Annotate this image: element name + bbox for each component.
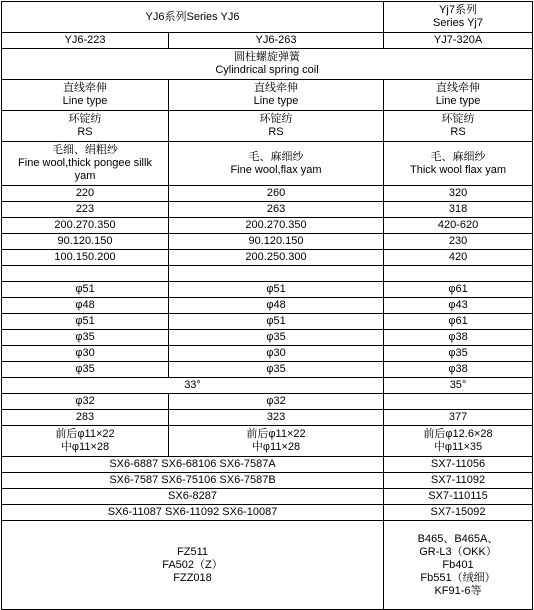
drafting-cn: 直线牵伸 bbox=[436, 82, 481, 94]
diameter-row bbox=[2, 282, 533, 298]
model-cell: YJ6-223 bbox=[2, 33, 169, 49]
roller-row bbox=[2, 426, 533, 457]
yj7-series-title bbox=[384, 2, 533, 33]
diameter-row bbox=[2, 330, 533, 346]
yj7-machine-cell bbox=[384, 521, 533, 610]
machine-row bbox=[2, 521, 533, 610]
spec-cell: 263 bbox=[169, 202, 384, 218]
model-row bbox=[2, 33, 533, 49]
spec-row bbox=[2, 218, 533, 234]
diameter-cell: φ38 bbox=[384, 362, 533, 378]
spring-row bbox=[2, 49, 533, 80]
spring-type-cn: 圆柱螺旋弹簧 bbox=[234, 51, 300, 63]
spec-table bbox=[1, 1, 533, 610]
roller-mid: 中φ11×35 bbox=[433, 441, 483, 453]
roller-mid: 中φ11×28 bbox=[60, 441, 110, 453]
yj6-machine-cell bbox=[2, 521, 384, 610]
diameter-row bbox=[2, 362, 533, 378]
yj7-part-cell: SX7-11092 bbox=[384, 473, 533, 489]
machine-item: Fb551（绒细） bbox=[420, 571, 496, 584]
diameter-cell bbox=[384, 394, 533, 410]
yarn-cn: 毛、麻细纱 bbox=[430, 150, 486, 163]
yj7-part-cell: SX7-110115 bbox=[384, 489, 533, 505]
yj6-part-cell: SX6-6887 SX6-68106 SX6-7587A bbox=[2, 457, 384, 473]
part-row bbox=[2, 473, 533, 489]
angle-row bbox=[2, 378, 533, 394]
machine-item: Fb401 bbox=[442, 558, 474, 571]
spinning-cn: 环锭纺 bbox=[68, 113, 102, 125]
drafting-cell bbox=[169, 80, 384, 111]
spec-cell: 90.120.150 bbox=[169, 234, 384, 250]
spec-row bbox=[2, 250, 533, 266]
yarn-cn: 毛、麻细纱 bbox=[248, 150, 304, 163]
length-cell: 323 bbox=[169, 410, 384, 426]
length-cell: 283 bbox=[2, 410, 169, 426]
machine-item: FZ511 bbox=[177, 545, 208, 558]
diameter-cell: φ51 bbox=[2, 282, 169, 298]
diameter-cell: φ35 bbox=[2, 330, 169, 346]
yj7-part-cell: SX7-11056 bbox=[384, 457, 533, 473]
machine-item: B465、B465A、 bbox=[417, 532, 499, 545]
part-row bbox=[2, 489, 533, 505]
spec-cell: 320 bbox=[384, 186, 533, 202]
spec-cell: 230 bbox=[384, 234, 533, 250]
drafting-en: Line type bbox=[435, 95, 481, 107]
spinning-cn: 环锭纺 bbox=[441, 113, 475, 125]
roller-front: 前后φ11×22 bbox=[55, 428, 115, 440]
diameter-cell: φ35 bbox=[169, 330, 384, 346]
blank-cell bbox=[2, 266, 169, 282]
spec-cell: 220 bbox=[2, 186, 169, 202]
spec-cell: 200.250.300 bbox=[169, 250, 384, 266]
length-row bbox=[2, 410, 533, 426]
yarn-en: Thick wool flax yam bbox=[410, 163, 506, 176]
machine-item: GR-L3（OKK） bbox=[419, 545, 497, 558]
spinning-en: RS bbox=[77, 126, 93, 138]
diameter-cell: φ43 bbox=[384, 298, 533, 314]
yj7-series-cn: Yj7系列 bbox=[439, 4, 477, 16]
yarn-en: Fine wool,flax yam bbox=[230, 163, 322, 176]
drafting-cn: 直线牵伸 bbox=[63, 82, 107, 94]
drafting-cn: 直线牵伸 bbox=[254, 82, 298, 94]
spec-cell: 90.120.150 bbox=[2, 234, 169, 250]
spec-cell: 420 bbox=[384, 250, 533, 266]
yj6-part-cell: SX6-7587 SX6-75106 SX6-7587B bbox=[2, 473, 384, 489]
machine-item: FZZ018 bbox=[173, 571, 212, 584]
spinning-cn: 环锭纺 bbox=[259, 113, 293, 125]
diameter-cell: φ61 bbox=[384, 282, 533, 298]
yj7-angle-cell: 35° bbox=[384, 378, 533, 394]
machine-item: FA502（Z） bbox=[162, 558, 223, 571]
spring-type-cell bbox=[2, 49, 533, 80]
spinning-en: RS bbox=[268, 126, 284, 138]
spec-cell: 100.150.200 bbox=[2, 250, 169, 266]
part-row bbox=[2, 457, 533, 473]
series-header-row bbox=[2, 2, 533, 33]
spec-row bbox=[2, 234, 533, 250]
diameter-cell: φ30 bbox=[2, 346, 169, 362]
drafting-en: Line type bbox=[62, 95, 108, 107]
diameter-cell: φ32 bbox=[169, 394, 384, 410]
blank-cell bbox=[384, 266, 533, 282]
diameter-cell: φ51 bbox=[169, 314, 384, 330]
yj6-part-cell: SX6-8287 bbox=[2, 489, 384, 505]
yarn-cell bbox=[384, 142, 533, 186]
roller-front: 前后φ12.6×28 bbox=[423, 428, 493, 440]
yarn-cell bbox=[2, 142, 169, 186]
drafting-en: Line type bbox=[253, 95, 299, 107]
spring-type-en: Cylindrical spring coil bbox=[215, 64, 319, 76]
yarn-en: Fine wool,thick pongee sillk bbox=[18, 157, 152, 169]
spec-cell: 200.270.350 bbox=[2, 218, 169, 234]
blank-row bbox=[2, 266, 533, 282]
spec-cell: 260 bbox=[169, 186, 384, 202]
spinning-row bbox=[2, 111, 533, 142]
roller-mid: 中φ11×28 bbox=[251, 441, 301, 453]
diameter-row-2 bbox=[2, 394, 533, 410]
yj6-angle-cell: 33° bbox=[2, 378, 384, 394]
spec-cell: 223 bbox=[2, 202, 169, 218]
roller-cell bbox=[2, 426, 169, 457]
diameter-cell: φ38 bbox=[384, 330, 533, 346]
diameter-cell: φ61 bbox=[384, 314, 533, 330]
part-row bbox=[2, 505, 533, 521]
diameter-cell: φ48 bbox=[2, 298, 169, 314]
diameter-cell: φ35 bbox=[169, 362, 384, 378]
drafting-cell bbox=[2, 80, 169, 111]
length-cell: 377 bbox=[384, 410, 533, 426]
diameter-cell: φ35 bbox=[2, 362, 169, 378]
spec-cell: 318 bbox=[384, 202, 533, 218]
diameter-cell: φ51 bbox=[2, 314, 169, 330]
diameter-row bbox=[2, 314, 533, 330]
machine-item: KF91-6等 bbox=[434, 584, 482, 597]
drafting-cell bbox=[384, 80, 533, 111]
spec-cell: 420-620 bbox=[384, 218, 533, 234]
yj7-part-cell: SX7-15092 bbox=[384, 505, 533, 521]
blank-cell bbox=[169, 266, 384, 282]
diameter-row bbox=[2, 298, 533, 314]
yj7-series-en: Series Yj7 bbox=[433, 17, 483, 29]
yarn-row bbox=[2, 142, 533, 186]
yarn-cn: 毛细、绢粗纱 bbox=[52, 144, 118, 156]
yj6-series-title: YJ6系列Series YJ6 bbox=[2, 2, 384, 33]
spinning-cell bbox=[2, 111, 169, 142]
diameter-cell: φ51 bbox=[169, 282, 384, 298]
diameter-cell: φ30 bbox=[169, 346, 384, 362]
roller-cell bbox=[169, 426, 384, 457]
drafting-row bbox=[2, 80, 533, 111]
diameter-cell: φ32 bbox=[2, 394, 169, 410]
yj6-part-cell: SX6-11087 SX6-11092 SX6-10087 bbox=[2, 505, 384, 521]
yarn-cell bbox=[169, 142, 384, 186]
diameter-cell: φ48 bbox=[169, 298, 384, 314]
model-cell: YJ7-320A bbox=[384, 33, 533, 49]
diameter-row bbox=[2, 346, 533, 362]
spec-row bbox=[2, 186, 533, 202]
yarn-en-cont: yam bbox=[74, 170, 96, 182]
roller-cell bbox=[384, 426, 533, 457]
diameter-cell: φ35 bbox=[384, 346, 533, 362]
spinning-cell bbox=[384, 111, 533, 142]
spinning-cell bbox=[169, 111, 384, 142]
spec-row bbox=[2, 202, 533, 218]
spec-cell: 200.270.350 bbox=[169, 218, 384, 234]
model-cell: YJ6-263 bbox=[169, 33, 384, 49]
spinning-en: RS bbox=[450, 126, 466, 138]
roller-front: 前后φ11×22 bbox=[246, 428, 306, 440]
